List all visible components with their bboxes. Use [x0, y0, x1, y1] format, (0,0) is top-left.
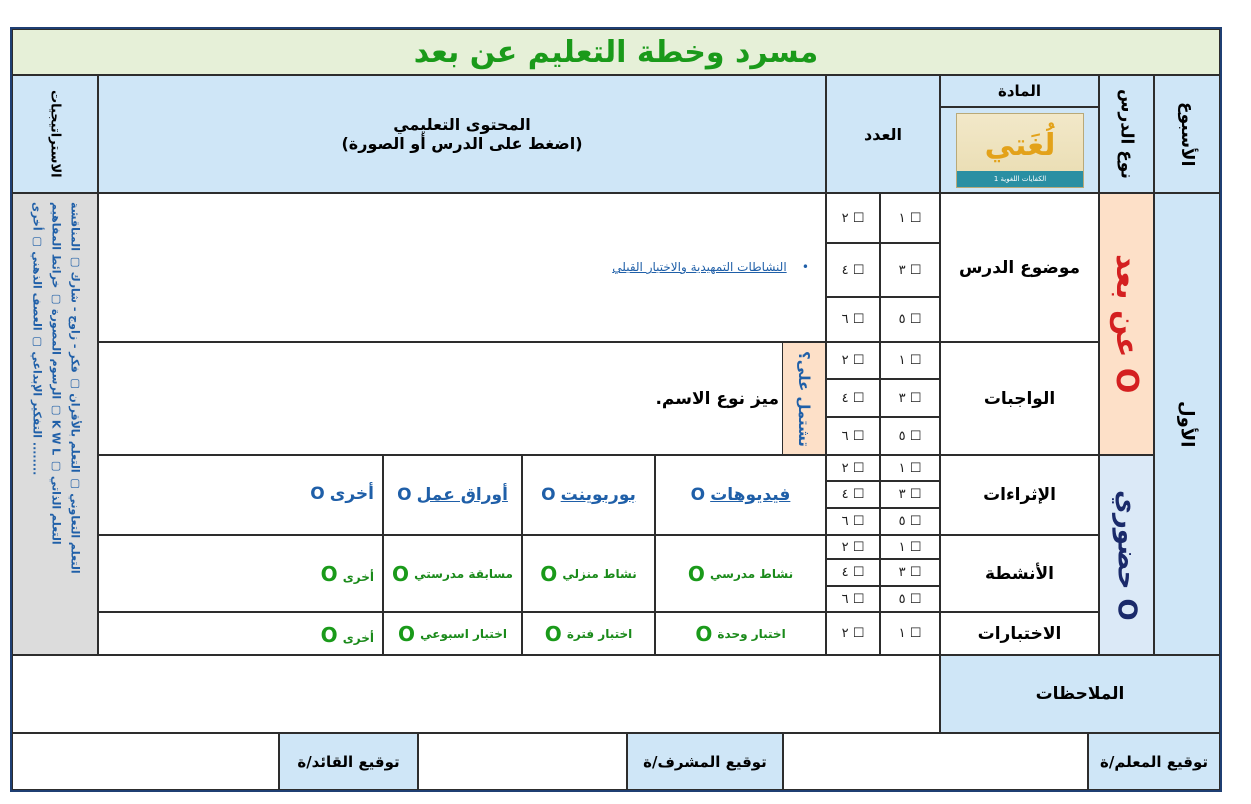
book-cover-image[interactable]: [956, 113, 1084, 188]
sig-supervisor-label: توقيع المشرف/ة: [627, 733, 783, 790]
count-homework-4[interactable]: ٤ ☐: [826, 379, 880, 417]
count-header: العدد: [826, 75, 940, 193]
count-topic-1[interactable]: ١ ☐: [880, 193, 940, 243]
title-bar: [12, 29, 1220, 75]
enrich-other[interactable]: أخرى O: [98, 455, 383, 535]
sig-teacher-field[interactable]: [783, 733, 1088, 790]
enrich-videos[interactable]: فيديوهات O: [655, 455, 826, 535]
book-title: لُغَتي: [984, 127, 1056, 163]
count-tests-2[interactable]: ٢ ☐: [826, 612, 880, 655]
row-label-activities: الأنشطة: [940, 535, 1099, 612]
content-header: المحتوى التعليمي (اضغط على الدرس أو الصورة): [98, 75, 826, 193]
test-unit[interactable]: اختبار وحدة O: [655, 612, 826, 655]
test-term[interactable]: اختبار فترة O: [522, 612, 655, 655]
homework-text: ميز نوع الاسم.: [655, 389, 779, 409]
count-activities-4[interactable]: ٤ ☐: [826, 559, 880, 586]
test-other[interactable]: أخرى O: [98, 612, 383, 655]
count-topic-2[interactable]: ٢ ☐: [826, 193, 880, 243]
count-activities-1[interactable]: ١ ☐: [880, 535, 940, 559]
activity-other[interactable]: أخرى O: [98, 535, 383, 612]
homework-content: [98, 342, 826, 455]
week-header: الأسبوع: [1154, 75, 1220, 193]
count-enrich-4[interactable]: ٤ ☐: [826, 481, 880, 508]
count-enrich-6[interactable]: ٦ ☐: [826, 508, 880, 535]
count-topic-4[interactable]: ٤ ☐: [826, 243, 880, 297]
row-label-topic: موضوع الدرس: [940, 193, 1099, 342]
row-label-homework: الواجبات: [940, 342, 1099, 455]
sig-teacher-label: توقيع المعلم/ة: [1088, 733, 1220, 790]
count-activities-6[interactable]: ٦ ☐: [826, 586, 880, 612]
count-topic-3[interactable]: ٣ ☐: [880, 243, 940, 297]
activity-home[interactable]: نشاط منزلي O: [522, 535, 655, 612]
row-label-enrich: الإثراءات: [940, 455, 1099, 535]
count-topic-5[interactable]: ٥ ☐: [880, 297, 940, 342]
strategies-line-2[interactable]: الرسوم المصورة ▢ خرائط المفاهيم ▢ K W L ▢ التعلم الذاتي: [49, 202, 63, 545]
topic-content: • النشاطات التمهيدية والاختبار القبلي: [98, 193, 826, 342]
enrich-powerpoint[interactable]: بوربوينت O: [522, 455, 655, 535]
count-homework-6[interactable]: ٦ ☐: [826, 417, 880, 455]
count-enrich-3[interactable]: ٣ ☐: [880, 481, 940, 508]
count-homework-2[interactable]: ٢ ☐: [826, 342, 880, 379]
week-value: الأول: [1154, 193, 1220, 655]
count-activities-2[interactable]: ٢ ☐: [826, 535, 880, 559]
activity-competition[interactable]: مسابقة مدرستي O: [383, 535, 522, 612]
type-presence-option[interactable]: حضوري O: [1099, 455, 1154, 655]
count-activities-3[interactable]: ٣ ☐: [880, 559, 940, 586]
row-label-tests: الاختبارات: [940, 612, 1099, 655]
topic-link[interactable]: النشاطات التمهيدية والاختبار القبلي: [612, 260, 787, 274]
count-homework-1[interactable]: ١ ☐: [880, 342, 940, 379]
subject-image-cell[interactable]: [940, 107, 1099, 193]
type-remote-option[interactable]: عن بعد O: [1099, 193, 1154, 455]
book-subtitle: الكفايات اللغوية 1: [993, 175, 1047, 183]
subject-header: المادة: [940, 75, 1099, 107]
count-homework-3[interactable]: ٣ ☐: [880, 379, 940, 417]
activity-school[interactable]: نشاط مدرسي O: [655, 535, 826, 612]
enrich-worksheets[interactable]: أوراق عمل O: [383, 455, 522, 535]
strategies-line-3[interactable]: التفكير الإبداعي ▢ العصف الذهني ▢ أخرى ........: [30, 202, 44, 476]
page-title: مسرد وخطة التعليم عن بعد: [413, 34, 819, 70]
count-topic-6[interactable]: ٦ ☐: [826, 297, 880, 342]
count-homework-5[interactable]: ٥ ☐: [880, 417, 940, 455]
type-header: نوع الدرس: [1099, 75, 1154, 193]
sig-supervisor-field[interactable]: [418, 733, 627, 790]
count-tests-1[interactable]: ١ ☐: [880, 612, 940, 655]
count-enrich-5[interactable]: ٥ ☐: [880, 508, 940, 535]
homework-note-cell: تشتمل على؟: [782, 342, 826, 455]
sig-leader-field[interactable]: [12, 733, 279, 790]
strategies-header: الاستراتيجيات: [12, 75, 98, 193]
notes-area[interactable]: [12, 655, 940, 733]
sig-leader-label: توقيع القائد/ة: [279, 733, 418, 790]
test-weekly[interactable]: اختبار اسبوعي O: [383, 612, 522, 655]
count-enrich-1[interactable]: ١ ☐: [880, 455, 940, 481]
count-enrich-2[interactable]: ٢ ☐: [826, 455, 880, 481]
strategies-cell: [12, 193, 98, 655]
strategies-line-1[interactable]: التعلم التعاوني ▢ التعلم بالأقران ▢ فكر - زاوج - شارك ▢ المناقشة: [68, 202, 82, 574]
count-activities-5[interactable]: ٥ ☐: [880, 586, 940, 612]
notes-label: الملاحظات: [940, 655, 1220, 733]
